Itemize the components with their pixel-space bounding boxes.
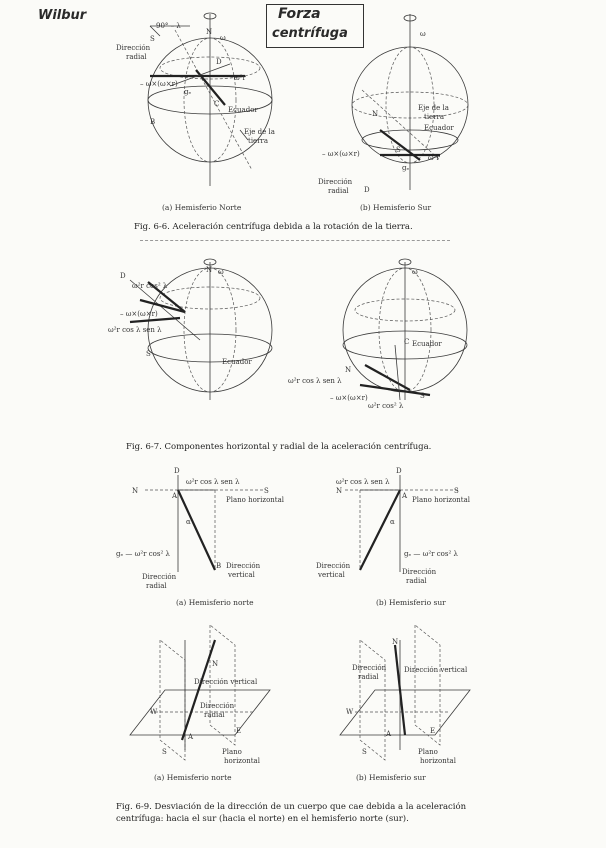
label-minus-wxwxr: – ω×(ω×r) <box>140 80 178 88</box>
label-dir-radial-2: radial <box>126 53 147 61</box>
label-omega2r-cos-sen-67r: ω²r cos λ sen λ <box>288 377 342 385</box>
label-omega2r: ω²r <box>234 74 246 82</box>
label-s-68r: S <box>454 487 459 495</box>
label-d-67: D <box>120 272 126 280</box>
fig66-caption: Fig. 6-6. Aceleración centrífuga debida a la rotación de la tierra. <box>134 222 413 232</box>
fig69-sub-a: (a) Hemisferio norte <box>154 773 232 782</box>
label-c: C <box>214 100 220 108</box>
label-dir-rad-1-68: Dirección <box>142 573 177 581</box>
label-ecuador: Ecuador <box>228 106 258 114</box>
label-a-68r: A <box>402 492 408 500</box>
label-omega2r-cos2-67: ω²r cos² λ <box>132 282 168 290</box>
label-s-67: S <box>146 350 151 358</box>
label-dir-vert-1-68r: Dirección <box>316 562 351 570</box>
label-plano-1-69r: Plano <box>418 748 438 756</box>
label-ge: gₑ <box>184 88 192 96</box>
label-w-69: W <box>150 708 158 716</box>
label-omega-r: ω <box>420 30 426 38</box>
label-dir-rad-2-69r: radial <box>358 673 379 681</box>
label-dir-vert-69r: Dirección vertical <box>404 666 468 674</box>
label-minus-wxwxr-67r: – ω×(ω×r) <box>330 394 368 402</box>
fig69-caption-1: Fig. 6-9. Desviación de la dirección de un cuerpo que cae debida a la aceleración <box>116 802 467 812</box>
label-ge-r: gₑ <box>402 164 410 172</box>
label-n-69r: N <box>392 638 399 646</box>
label-eje-1: Eje de la <box>244 128 275 136</box>
label-dir-radial-1-r: Dirección <box>318 178 353 186</box>
label-s-69r: S <box>362 748 367 756</box>
label-e-69: E <box>236 727 242 735</box>
label-plano-68r: Plano horizontal <box>412 496 471 504</box>
fig69-caption-2: centrífuga: hacia el sur (hacia el norte) en el hemisferio norte (sur). <box>116 814 409 824</box>
label-omega-67r: ω <box>412 268 418 276</box>
label-s: S <box>150 35 155 43</box>
label-plano-68: Plano horizontal <box>226 496 285 504</box>
label-dir-rad-2-68: radial <box>146 582 167 590</box>
label-angle: 90° – λ <box>156 22 181 30</box>
label-ecuador-r: Ecuador <box>424 124 454 132</box>
label-alpha-68: α <box>186 518 191 526</box>
label-s-69: S <box>162 748 167 756</box>
label-w-69r: W <box>346 708 354 716</box>
label-n-68r: N <box>336 487 343 495</box>
label-b-68: B <box>216 562 222 570</box>
label-n-68: N <box>132 487 139 495</box>
label-d-68: D <box>174 467 180 475</box>
label-eje-2: tierra <box>248 137 269 145</box>
label-dir-vert-1-68: Dirección <box>226 562 261 570</box>
label-minus-wxwxr-r: – ω×(ω×r) <box>322 150 360 158</box>
label-omega-67: ω <box>218 268 224 276</box>
fig66-sub-a: (a) Hemisferio Norte <box>162 203 242 212</box>
fig67-caption: Fig. 6-7. Componentes horizontal y radial de la aceleración centrífuga. <box>126 442 432 452</box>
label-dir-rad-2-69: radial <box>204 711 225 719</box>
label-s-67r: S <box>420 392 425 400</box>
label-dir-vert-2-68: vertical <box>228 571 255 579</box>
label-d: D <box>216 58 222 66</box>
label-plano-2-69r: horizontal <box>420 757 456 765</box>
note-line-2: centrífuga <box>272 26 348 41</box>
label-eje2-r: tierra <box>424 113 445 121</box>
fig68b-sub-a: (a) Hemisferio norte <box>176 598 254 607</box>
label-ecuador-67: Ecuador <box>222 358 252 366</box>
label-c-67r: C <box>404 338 410 346</box>
label-ge-formula-68: gₑ — ω²r cos² λ <box>116 550 170 558</box>
label-eje1-r: Eje de la <box>418 104 449 112</box>
label-n-r: N <box>372 110 379 118</box>
label-e-69r: E <box>430 727 436 735</box>
fig66-sub-b: (b) Hemisferio Sur <box>360 203 432 212</box>
label-dir-rad-1-69: Dirección <box>200 702 235 710</box>
label-d-68r: D <box>396 467 402 475</box>
label-top-formula-68: ω²r cos λ sen λ <box>186 478 240 486</box>
label-n-67r: N <box>345 366 352 374</box>
label-minus-wxwxr-67: – ω×(ω×r) <box>120 310 158 318</box>
fig68b-sub-b: (b) Hemisferio sur <box>376 598 446 607</box>
label-n-67: N <box>206 266 213 274</box>
label-n: N <box>206 28 213 36</box>
fig69-sub-b: (b) Hemisferio sur <box>356 773 426 782</box>
label-dir-rad-1-69r: Dirección <box>352 664 387 672</box>
label-dir-vert-69: Dirección vertical <box>194 678 258 686</box>
label-alpha-68r: α <box>390 518 395 526</box>
label-dir-radial-1: Dirección <box>116 44 151 52</box>
label-n-69: N <box>212 660 219 668</box>
label-omega2r-cos2-67r: ω²r cos² λ <box>368 402 404 410</box>
label-top-formula-68r: ω²r cos λ sen λ <box>336 478 390 486</box>
label-ecuador-67r: Ecuador <box>412 340 442 348</box>
signature: Wilbur <box>38 8 87 23</box>
label-s-68: S <box>264 487 269 495</box>
label-plano-1-69: Plano <box>222 748 242 756</box>
label-a-69: A <box>188 733 194 741</box>
label-ge-formula-68r: gₑ — ω²r cos² λ <box>404 550 458 558</box>
label-dir-rad-1-68r: Dirección <box>402 568 437 576</box>
label-dir-vert-2-68r: vertical <box>318 571 345 579</box>
label-omega2r-cos-sen-67: ω²r cos λ sen λ <box>108 326 162 334</box>
label-d-r: D <box>364 186 370 194</box>
label-a-69r: A <box>386 730 392 738</box>
label-a-68: A <box>172 492 178 500</box>
label-omega: ω <box>220 34 226 42</box>
label-dir-radial-2-r: radial <box>328 187 349 195</box>
label-b: B <box>150 118 156 126</box>
label-plano-2-69: horizontal <box>224 757 260 765</box>
label-dir-rad-2-68r: radial <box>406 577 427 585</box>
note-line-1: Forza <box>278 6 321 22</box>
label-s-r: S <box>396 146 401 154</box>
label-omega2r-r: ω²r <box>428 154 440 162</box>
